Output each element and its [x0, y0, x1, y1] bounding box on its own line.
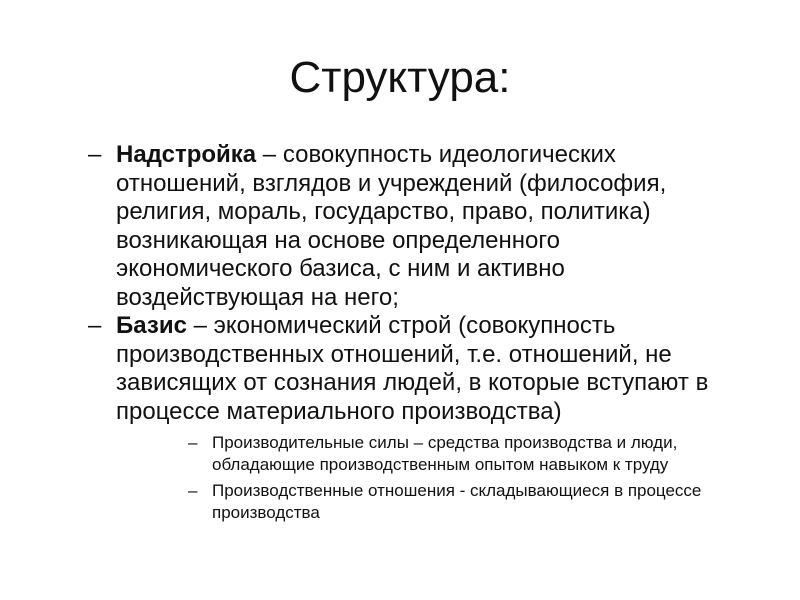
bullet-item-superstructure — [88, 141, 728, 312]
sub-bullet-dash: – — [188, 481, 198, 500]
definition-basis: – экономический строй (совокупность производственных отношений, т.е. отношений, не зависящих от сознания людей, в которые вступают в процессе материального производства) — [116, 312, 709, 425]
term-basis: Базис — [116, 312, 187, 339]
bullet-item-basis — [88, 312, 728, 524]
sub-bullet-productive-forces — [188, 432, 758, 476]
bullet-list — [88, 141, 728, 528]
bullet-dash: – — [88, 312, 102, 339]
sub-bullet-text: Производительные силы – средства производства и люди, обладающие производственным опытом навыком к труду — [212, 433, 678, 474]
bullet-dash: – — [88, 141, 102, 168]
sub-bullet-list — [188, 432, 758, 524]
term-superstructure: Надстройка — [116, 141, 257, 168]
definition-superstructure: – совокупность идеологических отношений, взглядов и учреждений (философия, религия, мораль, государство, право, политика) возникающая на основе определенного экономического базиса, с ним и активно воздействующая на него; — [116, 141, 667, 311]
slide-title: Структура: — [289, 53, 511, 102]
sub-bullet-dash: – — [188, 433, 198, 452]
sub-bullet-text: Производственные отношения - складывающиеся в процессе производства — [212, 481, 702, 522]
sub-bullet-production-relations — [188, 480, 758, 524]
